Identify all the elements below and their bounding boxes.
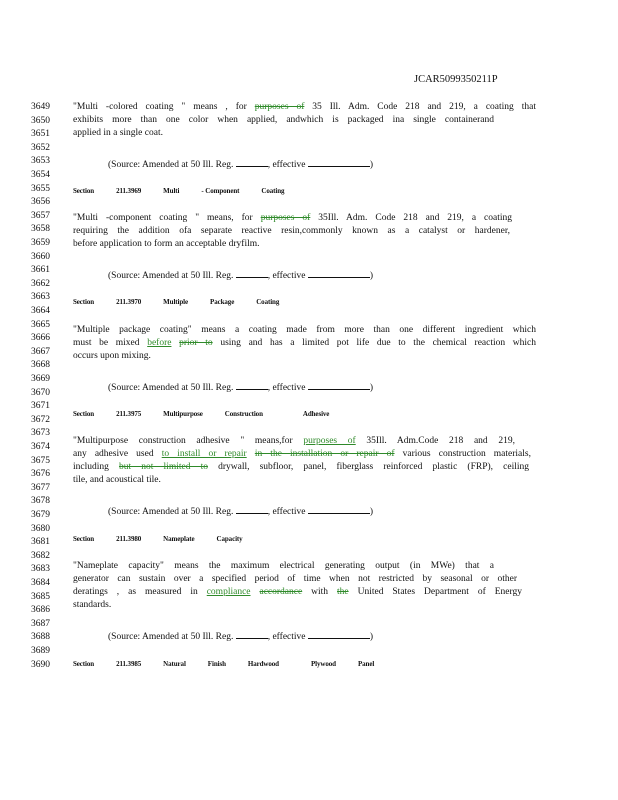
- line-number: 3671: [31, 401, 50, 412]
- line-number: 3675: [31, 455, 50, 466]
- paragraph-multi-colored-line-1: "Multi -colored coating " means , for purposes of 35 Ill. Adm. Code 218 and 219, a coating that: [73, 102, 536, 112]
- blank-line: [236, 380, 268, 390]
- source-note: (Source: Amended at 50 Ill. Reg. , effective ): [108, 504, 373, 519]
- line-number: 3674: [31, 442, 50, 452]
- line-number: 3678: [31, 496, 50, 507]
- struck-text: prior to: [179, 338, 213, 348]
- paragraph-multiple-package-line-2: must be mixed before prior to using and has a limited pot life due to the chemical reaction which: [73, 338, 537, 348]
- struck-text: in the installation or repair of: [254, 449, 395, 459]
- line-number: 3649: [31, 102, 50, 112]
- line-number: 3650: [31, 115, 50, 126]
- line-number: 3664: [31, 306, 50, 316]
- paragraph-nameplate-line-3: deratings , as measured in compliance accordance with the United States Department of Energy: [73, 587, 522, 597]
- line-number: 3661: [31, 265, 50, 276]
- blank-line: [308, 504, 370, 514]
- document-id: JCAR5099350211P: [414, 74, 498, 85]
- line-number: 3683: [31, 564, 50, 575]
- line-number: 3689: [31, 646, 50, 656]
- struck-text: accordance: [259, 587, 303, 597]
- paragraph-nameplate-line-1: "Nameplate capacity" means the maximum electrical generating output (in MWe) that a: [73, 561, 494, 571]
- section-heading-211-3985: Section 211.3985 Natural Finish Hardwood Plywood Panel: [73, 660, 375, 668]
- line-number: 3662: [31, 278, 50, 289]
- line-number: 3687: [31, 618, 50, 629]
- section-heading-211-3980: Section 211.3980 Nameplate Capacity: [73, 535, 243, 543]
- inserted-text: purposes of: [303, 436, 356, 446]
- struck-text: the: [337, 587, 349, 597]
- line-number: 3651: [31, 129, 50, 140]
- section-heading-211-3970: Section 211.3970 Multiple Package Coating: [73, 298, 280, 306]
- blank-line: [236, 268, 268, 278]
- line-number: 3660: [31, 251, 50, 262]
- paragraph-multi-colored-line-3: applied in a single coat.: [73, 128, 163, 138]
- line-number: 3679: [31, 510, 50, 520]
- line-number: 3658: [31, 224, 50, 235]
- line-number: 3657: [31, 210, 50, 221]
- line-number: 3652: [31, 142, 50, 153]
- struck-text: purposes of: [260, 213, 311, 223]
- inserted-text: compliance: [206, 587, 251, 597]
- line-number: 3653: [31, 156, 50, 167]
- line-number: 3659: [31, 238, 50, 248]
- blank-line: [308, 157, 370, 167]
- paragraph-multipurpose-line-4: tile, and acoustical tile.: [73, 475, 161, 485]
- line-number: 3655: [31, 183, 50, 194]
- inserted-text: before: [147, 338, 172, 348]
- source-note: (Source: Amended at 50 Ill. Reg. , effective ): [108, 629, 373, 644]
- line-number: 3666: [31, 333, 50, 344]
- line-number: 3673: [31, 428, 50, 439]
- blank-line: [236, 157, 268, 167]
- blank-line: [308, 380, 370, 390]
- paragraph-multipurpose-line-2: any adhesive used to install or repair in the installation or repair of various construction materials,: [73, 449, 531, 459]
- paragraph-multi-component-line-1: "Multi -component coating " means, for purposes of 35Ill. Adm. Code 218 and 219, a coating: [73, 213, 512, 223]
- source-note: (Source: Amended at 50 Ill. Reg. , effective ): [108, 268, 373, 283]
- paragraph-multiple-package-line-1: "Multiple package coating" means a coating made from more than one different ingredient which: [73, 325, 536, 335]
- paragraph-nameplate-line-2: generator can sustain over a specified period of time when not restricted by seasonal or other: [73, 574, 517, 584]
- line-number: 3688: [31, 632, 50, 643]
- struck-text: but not limited to: [119, 462, 208, 472]
- paragraph-multi-colored-line-2: exhibits more than one color when applied, andwhich is packaged ina single containerand: [73, 115, 494, 125]
- line-number: 3685: [31, 591, 50, 602]
- line-number: 3682: [31, 550, 50, 561]
- paragraph-nameplate-line-4: standards.: [73, 600, 112, 610]
- paragraph-multi-component-line-3: before application to form an acceptable dryfilm.: [73, 239, 260, 249]
- paragraph-multipurpose-line-3: including but not limited to drywall, subfloor, panel, fiberglass reinforced plastic (FRP), ceiling: [73, 462, 529, 472]
- line-number: 3672: [31, 414, 50, 425]
- struck-text: purposes of: [254, 102, 305, 112]
- line-number: 3686: [31, 605, 50, 616]
- paragraph-multipurpose-line-1: "Multipurpose construction adhesive " means,for purposes of 35Ill. Adm.Code 218 and 219,: [73, 436, 515, 446]
- section-heading-211-3975: Section 211.3975 Multipurpose Construction Adhesive: [73, 410, 330, 418]
- line-number: 3656: [31, 197, 50, 208]
- line-number: 3676: [31, 469, 50, 480]
- inserted-text: to install or repair: [161, 449, 247, 459]
- paragraph-multiple-package-line-3: occurs upon mixing.: [73, 351, 151, 361]
- section-heading-211-3969: Section 211.3969 Multi - Component Coating: [73, 187, 285, 195]
- source-note: (Source: Amended at 50 Ill. Reg. , effective ): [108, 380, 373, 395]
- line-number: 3690: [31, 659, 50, 670]
- line-number: 3654: [31, 170, 50, 180]
- line-number: 3668: [31, 360, 50, 371]
- line-number: 3680: [31, 523, 50, 534]
- line-number: 3677: [31, 482, 50, 493]
- source-note: (Source: Amended at 50 Ill. Reg. , effective ): [108, 157, 373, 172]
- line-number: 3669: [31, 374, 50, 384]
- paragraph-multi-component-line-2: requiring the addition ofa separate reactive resin,commonly known as a catalyst or hardener,: [73, 226, 510, 236]
- line-number: 3681: [31, 537, 50, 548]
- line-number: 3670: [31, 387, 50, 398]
- line-number: 3663: [31, 292, 50, 303]
- blank-line: [236, 629, 268, 639]
- line-number: 3667: [31, 346, 50, 357]
- blank-line: [308, 268, 370, 278]
- blank-line: [236, 504, 268, 514]
- line-number: 3665: [31, 319, 50, 330]
- blank-line: [308, 629, 370, 639]
- line-number: 3684: [31, 578, 50, 588]
